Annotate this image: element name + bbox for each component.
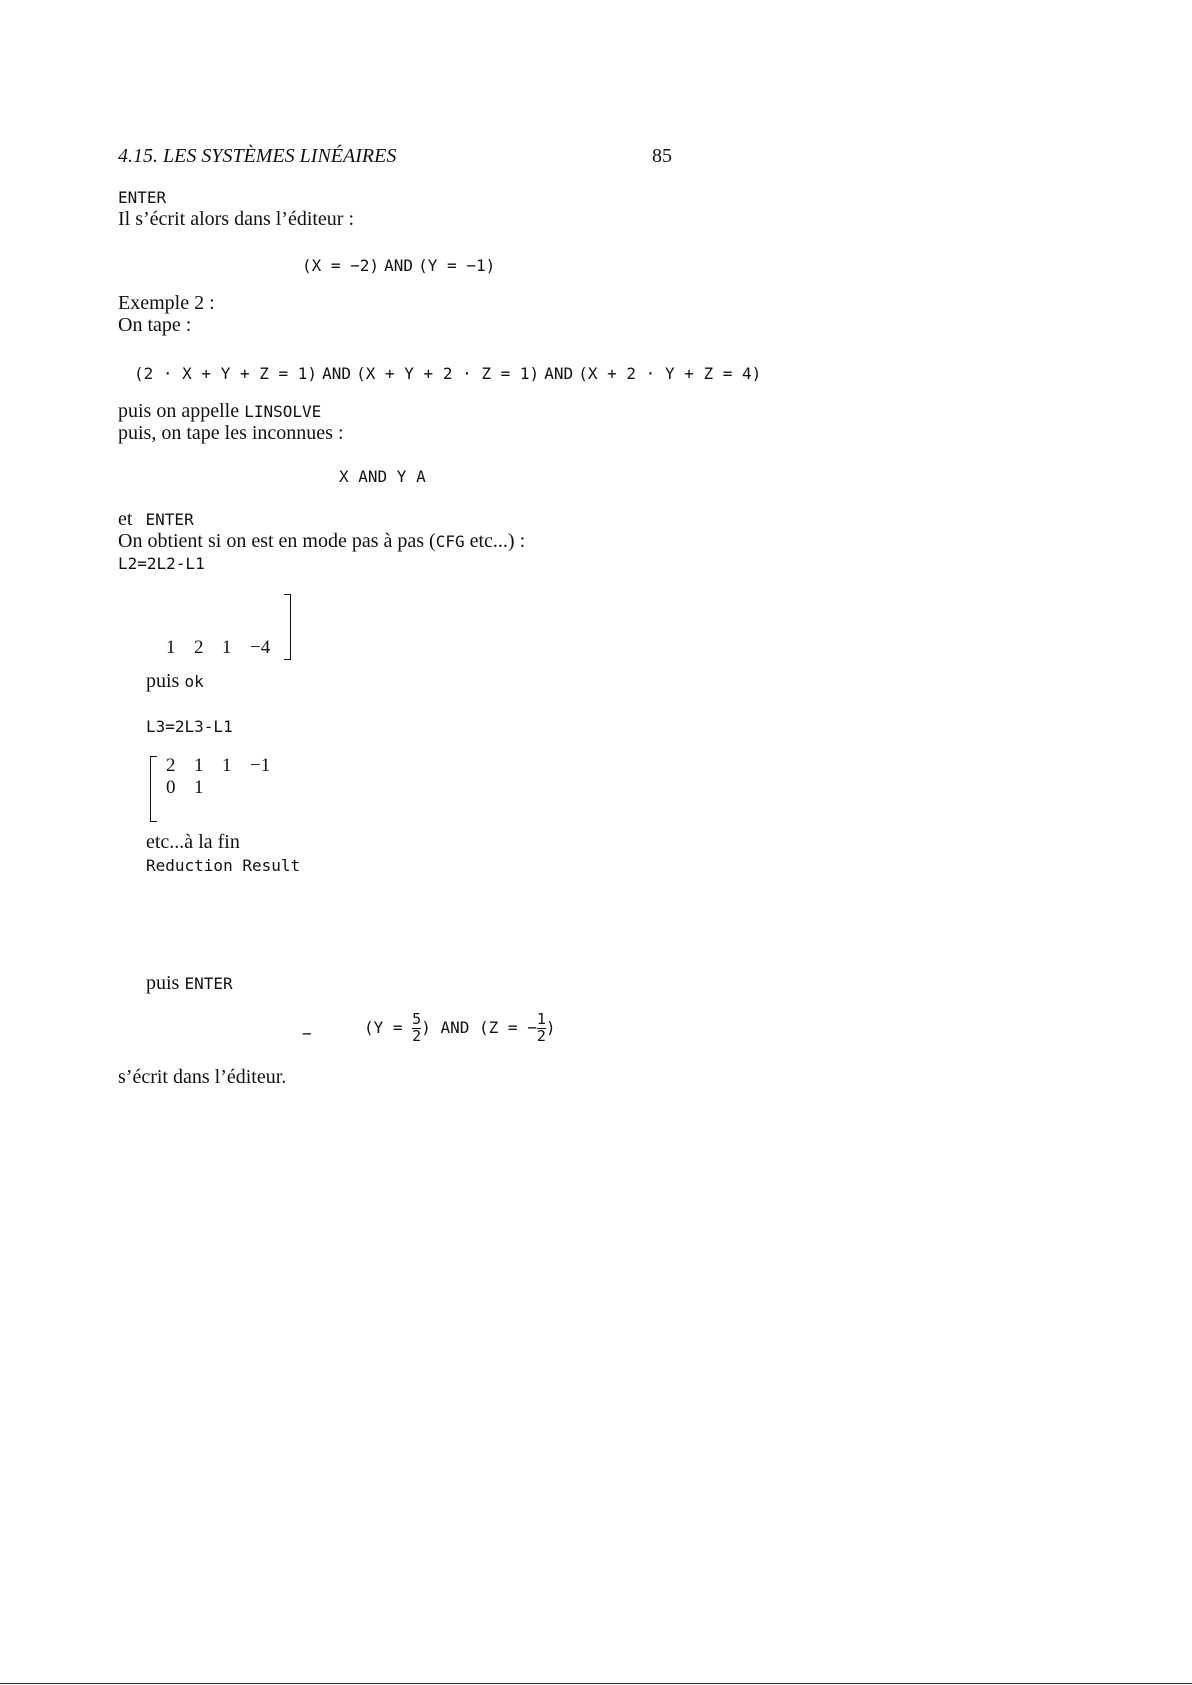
fraction-y-numerator: 5 xyxy=(412,1010,422,1028)
call-line xyxy=(118,400,321,423)
closing-line: s’écrit dans l’éditeur. xyxy=(118,1066,287,1088)
fraction-y-bar: 2 xyxy=(412,1027,422,1045)
matrix-2 xyxy=(166,755,280,799)
final-and: AND xyxy=(440,1018,470,1037)
editor-intro: Il s’écrit alors dans l’éditeur : xyxy=(118,208,355,230)
close-paren-y: ) xyxy=(421,1018,431,1037)
final-result xyxy=(364,1012,556,1045)
step-mode-prefix: On obtient si on est en mode pas à pas ( xyxy=(118,530,436,552)
close-paren-z: ) xyxy=(545,1018,556,1037)
final-y-open: (Y = xyxy=(364,1018,403,1037)
call-prefix: puis on appelle xyxy=(118,400,240,422)
example-label: Exemple 2 : xyxy=(118,292,215,314)
enter-key-2: ENTER xyxy=(145,510,194,529)
et-text: et xyxy=(118,508,133,530)
enter-key-1: ENTER xyxy=(118,188,167,207)
result-1 xyxy=(302,256,495,275)
equation-3: (X + 2 · Y + Z = 4) xyxy=(578,364,762,383)
equation-1: (2 · X + Y + Z = 1) xyxy=(134,364,318,383)
puis-text: puis xyxy=(146,670,180,692)
fraction-z-numerator: 1 xyxy=(536,1010,546,1028)
unknowns-intro: puis, on tape les inconnues : xyxy=(118,422,344,444)
etc-fin: etc...à la fin xyxy=(146,831,240,853)
ok-command: ok xyxy=(184,672,204,691)
final-z-open: (Z = − xyxy=(479,1018,537,1037)
row-operation-1: L2=2L2-L1 xyxy=(118,554,205,573)
unknowns-input: X AND Y A xyxy=(339,467,426,486)
linsolve-command: LINSOLVE xyxy=(244,402,322,421)
matrix-2-left-bracket xyxy=(150,756,157,822)
result-1-and: AND xyxy=(384,256,414,275)
running-header: 4.15. LES SYSTÈMES LINÉAIRES xyxy=(118,145,397,167)
final-dash: − xyxy=(302,1024,312,1043)
matrix-2-cell: −1 xyxy=(250,755,271,776)
matrix-2-cell xyxy=(222,777,250,799)
reduction-result: Reduction Result xyxy=(146,856,301,875)
matrix-1 xyxy=(166,637,280,659)
equation-2: (X + Y + 2 · Z = 1) xyxy=(356,364,540,383)
matrix-2-cell: 1 xyxy=(194,777,204,798)
row-operation-2: L3=2L3-L1 xyxy=(146,717,233,736)
result-1-x: (X = −2) xyxy=(302,256,380,275)
matrix-2-cell: 1 xyxy=(222,755,232,776)
step-mode-line xyxy=(118,530,525,553)
matrix-1-cell: −4 xyxy=(250,637,271,658)
cfg-command: CFG xyxy=(435,532,465,551)
and-2: AND xyxy=(544,364,574,383)
step-mode-suffix: etc...) : xyxy=(464,530,526,552)
fraction-y xyxy=(412,1012,421,1045)
system-equations xyxy=(134,364,761,383)
fraction-z-bar: 2 xyxy=(536,1027,546,1045)
puis-enter-line xyxy=(146,972,233,995)
puis-text-2: puis xyxy=(146,972,180,994)
matrix-2-cell: 1 xyxy=(194,755,204,776)
and-1: AND xyxy=(322,364,352,383)
matrix-1-cell: 1 xyxy=(222,637,232,658)
enter-key-3: ENTER xyxy=(184,974,233,993)
matrix-1-cell: 2 xyxy=(194,637,204,658)
page-number: 85 xyxy=(652,145,672,167)
matrix-1-right-bracket xyxy=(284,594,291,660)
matrix-2-cell: 2 xyxy=(166,755,176,776)
page-bottom-rule xyxy=(0,1683,1192,1684)
on-tape: On tape : xyxy=(118,314,192,336)
et-enter-line xyxy=(118,508,194,531)
matrix-2-cell: 0 xyxy=(166,777,176,798)
result-1-y: (Y = −1) xyxy=(418,256,496,275)
puis-ok-line xyxy=(146,670,204,693)
matrix-2-cell xyxy=(250,777,280,799)
fraction-z xyxy=(537,1012,546,1045)
matrix-1-cell: 1 xyxy=(166,637,176,658)
